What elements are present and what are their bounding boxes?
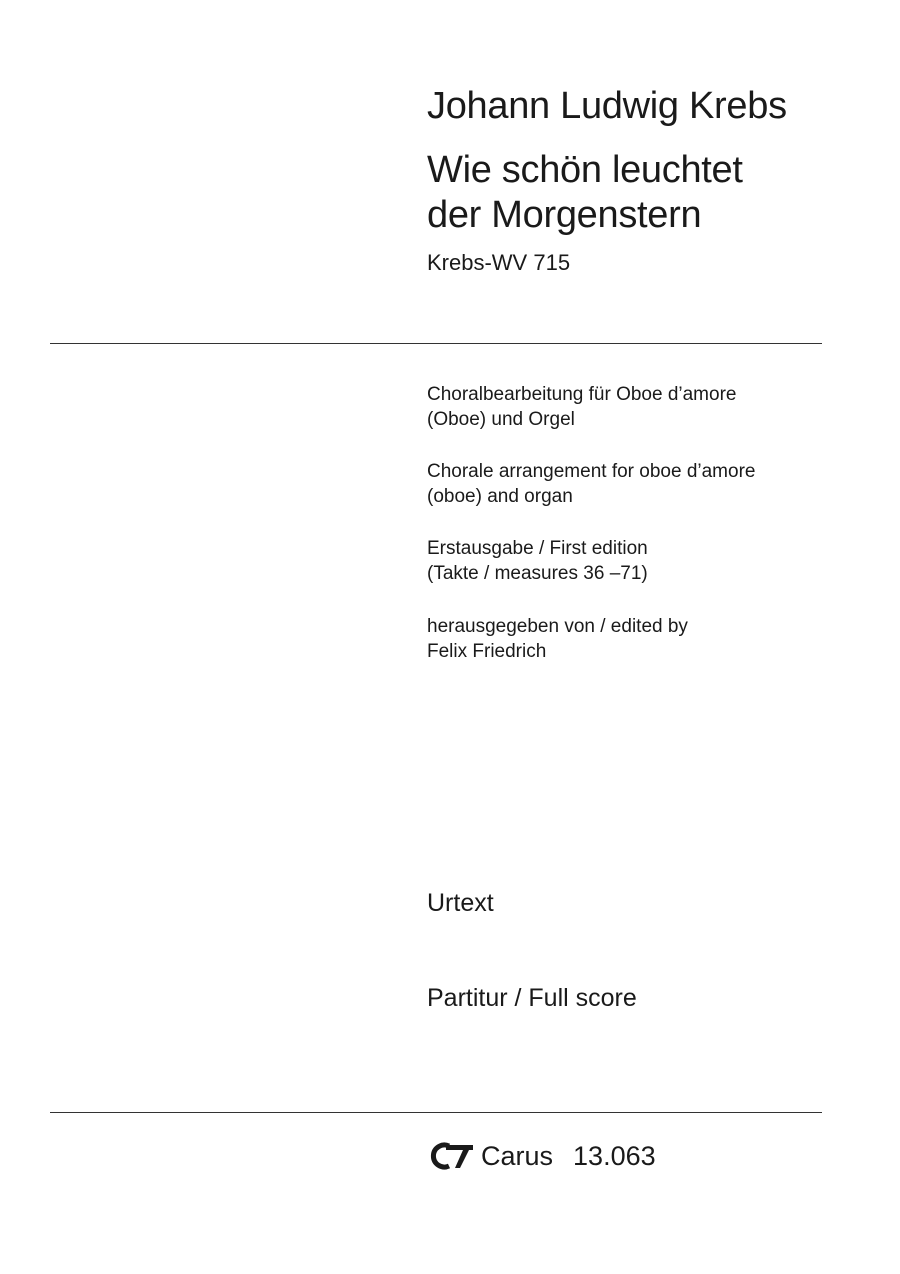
german-description-line-2: (Oboe) und Orgel (427, 409, 575, 430)
work-title-line-2: der Morgenstern (427, 194, 702, 236)
catalog-number: Krebs-WV 715 (427, 250, 571, 275)
composer-name: Johann Ludwig Krebs (427, 85, 787, 127)
english-description (427, 459, 867, 509)
work-title (427, 148, 867, 238)
english-description-line-1: Chorale arrangement for oboe d’amore (427, 461, 756, 482)
urtext-label: Urtext (427, 889, 494, 917)
work-title-line-1: Wie schön leuchtet (427, 149, 743, 191)
editor-info-line-1: herausgegeben von / edited by (427, 616, 688, 637)
editor-info-line-2: Felix Friedrich (427, 641, 547, 662)
editor-info (427, 614, 867, 664)
bottom-divider (50, 1112, 822, 1113)
top-divider (50, 343, 822, 344)
english-description-line-2: (oboe) and organ (427, 486, 573, 507)
catalog-order-number: 13.063 (573, 1141, 656, 1171)
german-description-line-1: Choralbearbeitung für Oboe d’amore (427, 384, 737, 405)
publisher-name: Carus (481, 1141, 554, 1171)
edition-info-line-2: (Takte / measures 36 –71) (427, 563, 648, 584)
publisher-imprint (427, 1138, 656, 1174)
edition-info-line-1: Erstausgabe / First edition (427, 538, 648, 559)
carus-logo-icon (427, 1141, 475, 1171)
score-type-label: Partitur / Full score (427, 984, 637, 1012)
edition-info (427, 536, 867, 586)
german-description (427, 382, 867, 432)
